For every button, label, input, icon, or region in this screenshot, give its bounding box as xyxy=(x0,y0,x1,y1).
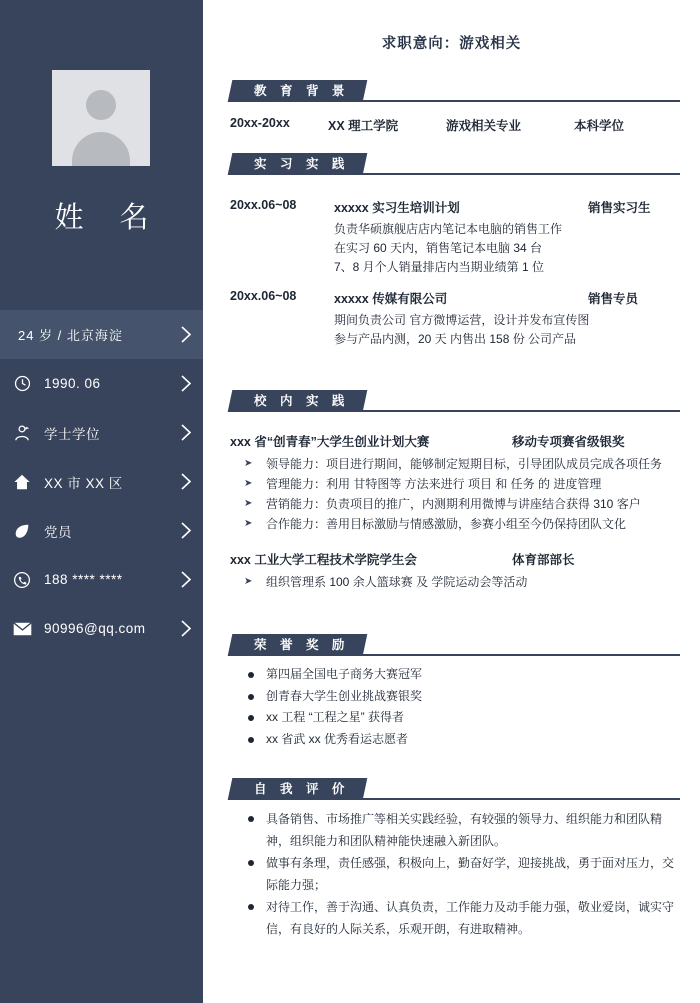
experience-org: xxxxx 实习生培训计划 xyxy=(334,201,460,215)
sidebar-item-label: 188 **** **** xyxy=(44,572,123,587)
leaf-icon xyxy=(0,522,44,540)
section-honors xyxy=(230,634,680,750)
section-internship xyxy=(230,153,680,349)
list-item: ➤ 组织管理系 100 余人篮球赛 及 学院运动会等活动 xyxy=(244,572,680,592)
section-self-evaluation xyxy=(230,778,680,940)
list-item: 具备销售、市场推广等相关实践经验，有较强的领导力、组织能力和团队精神，组织能力和团队精神能快速融入新团队。 xyxy=(244,808,680,852)
experience-role: 销售实习生 xyxy=(588,201,651,215)
list-item: ➤ 管理能力：利用 甘特图等 方法来进行 项目 和 任务 的 进度管理 xyxy=(244,474,680,494)
education-date: 20xx-20xx xyxy=(230,116,290,130)
section-title-band xyxy=(228,153,368,175)
section-rule xyxy=(230,410,680,412)
campus-group-header xyxy=(230,432,680,450)
sidebar-item-label: 1990. 06 xyxy=(44,376,101,391)
section-title: 校 内 实 践 xyxy=(254,394,350,408)
chevron-right-icon xyxy=(169,571,203,588)
section-title: 实 习 实 践 xyxy=(254,157,350,171)
sidebar-item-label: XX 市 XX 区 xyxy=(44,475,123,491)
experience-desc-line: 参与产品内测，20 天 内售出 158 份 公司产品 xyxy=(334,332,577,346)
section-title: 自 我 评 价 xyxy=(254,782,350,796)
avatar xyxy=(52,70,150,166)
list-item: xx 省武 xx 优秀看运志愿者 xyxy=(244,729,680,751)
section-header xyxy=(230,778,680,800)
campus-group-title: xxx 工业大学工程技术学院学生会 xyxy=(230,553,417,567)
experience-desc-line: 期间负责公司 官方微博运营，设计并发布宣传图 xyxy=(334,313,590,327)
section-rule xyxy=(230,173,680,175)
campus-group-title: xxx 省“创青春”大学生创业计划大赛 xyxy=(230,435,430,449)
section-header xyxy=(230,153,680,175)
chevron-right-icon xyxy=(169,473,203,490)
experience-item xyxy=(230,289,680,349)
experience-desc-line: 7、8 月个人销量排店内当期业绩第 1 位 xyxy=(334,260,545,274)
home-icon xyxy=(0,473,44,491)
section-title-band xyxy=(228,634,368,656)
education-major: 游戏相关专业 xyxy=(446,119,522,133)
experience-org: xxxxx 传媒有限公司 xyxy=(334,292,448,306)
sidebar-item-degree[interactable] xyxy=(0,408,203,457)
campus-group-header xyxy=(230,550,680,568)
section-rule xyxy=(230,654,680,656)
sidebar-item-label: 90996@qq.com xyxy=(44,621,146,636)
section-campus-practice xyxy=(230,390,680,592)
graduate-icon xyxy=(0,424,44,442)
experience-date: 20xx.06~08 xyxy=(230,289,297,303)
section-title: 荣 誉 奖 励 xyxy=(254,638,350,652)
list-item: 做事有条理，责任感强，积极向上，勤奋好学，迎接挑战，勇于面对压力，交际能力强； xyxy=(244,852,680,896)
experience-date: 20xx.06~08 xyxy=(230,198,297,212)
section-header xyxy=(230,634,680,656)
sidebar-item-address[interactable] xyxy=(0,457,203,506)
sidebar-item-label: 党员 xyxy=(44,524,72,540)
mail-icon xyxy=(0,622,44,636)
self-evaluation-list xyxy=(230,808,680,940)
sidebar-item-political-status[interactable] xyxy=(0,506,203,555)
section-title-band xyxy=(228,778,368,800)
list-item: 第四届全国电子商务大赛冠军 xyxy=(244,664,680,686)
experience-header xyxy=(230,198,680,216)
section-education xyxy=(230,80,680,134)
campus-group-points xyxy=(230,572,680,592)
experience-header xyxy=(230,289,680,307)
list-item: ➤ 营销能力：负责项目的推广，内测期利用微博与讲座结合获得 310 客户 xyxy=(244,494,680,514)
section-header xyxy=(230,80,680,102)
list-item: 对待工作，善于沟通、认真负责，工作能力及动手能力强，敬业爱岗，诚实守信，有良好的人际关系，乐观开朗，有进取精神。 xyxy=(244,896,680,940)
job-objective: 求职意向：游戏相关 xyxy=(381,36,522,52)
sidebar xyxy=(0,0,203,1003)
chevron-right-icon xyxy=(169,620,203,637)
chevron-right-icon xyxy=(169,424,203,441)
experience-item xyxy=(230,198,680,277)
chevron-right-icon xyxy=(169,326,203,343)
list-item: xx 工程 “工程之星” 获得者 xyxy=(244,707,680,729)
honors-list xyxy=(230,664,680,750)
education-degree: 本科学位 xyxy=(574,119,625,133)
sidebar-item-email[interactable] xyxy=(0,604,203,653)
sidebar-item-label: 学士学位 xyxy=(44,426,100,442)
campus-group-points xyxy=(230,454,680,534)
list-item: 创青春大学生创业挑战赛银奖 xyxy=(244,686,680,708)
experience-desc-line: 负责华硕旗舰店店内笔记本电脑的销售工作 xyxy=(334,222,563,236)
sidebar-item-label: 24 岁 / 北京海淀 xyxy=(18,328,123,343)
campus-group-award: 移动专项赛省级银奖 xyxy=(512,435,625,449)
education-school: XX 理工学院 xyxy=(328,119,399,133)
list-item: ➤ 领导能力：项目进行期间，能够制定短期目标，引导团队成员完成各项任务 xyxy=(244,454,680,474)
section-rule xyxy=(230,100,680,102)
sidebar-item-birthday[interactable] xyxy=(0,359,203,408)
sidebar-item-phone[interactable] xyxy=(0,555,203,604)
section-rule xyxy=(230,798,680,800)
clock-icon xyxy=(0,375,44,392)
experience-desc-line: 在实习 60 天内，销售笔记本电脑 34 台 xyxy=(334,241,543,255)
sidebar-item-age-location[interactable] xyxy=(0,310,203,359)
experience-role: 销售专员 xyxy=(588,292,639,306)
page-title: 姓 名 xyxy=(54,202,163,234)
section-title: 教 育 背 景 xyxy=(254,84,350,98)
education-row xyxy=(230,116,680,134)
section-header xyxy=(230,390,680,412)
avatar-head-shape xyxy=(86,90,116,120)
campus-group-award: 体育部部长 xyxy=(512,553,575,567)
chevron-right-icon xyxy=(169,522,203,539)
chevron-right-icon xyxy=(169,375,203,392)
list-item: ➤ 合作能力：善用目标激励与情感激励，参赛小组至今仍保持团队文化 xyxy=(244,514,680,534)
avatar-body-shape xyxy=(72,132,130,166)
phone-icon xyxy=(0,571,44,589)
section-title-band xyxy=(228,390,368,412)
section-title-band xyxy=(228,80,368,102)
main-content xyxy=(203,0,700,1003)
